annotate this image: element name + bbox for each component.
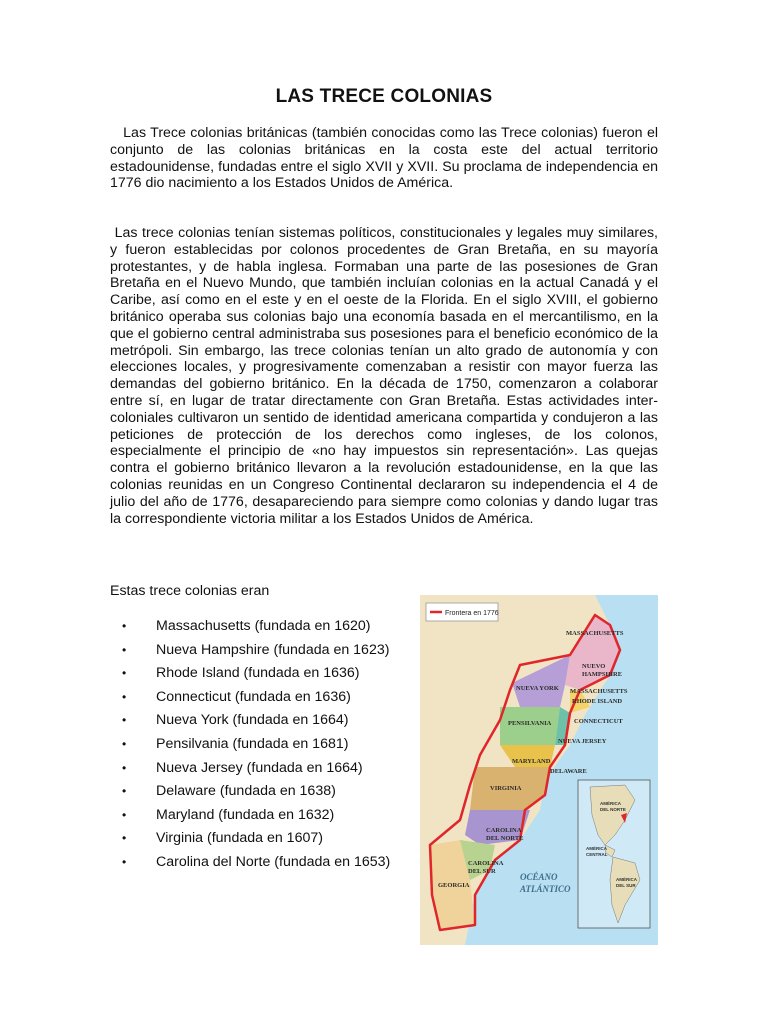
map-label-carolina-norte-2: DEL NORTE [486, 835, 524, 842]
bullet-icon: • [122, 666, 127, 681]
map-inset-label-norte-2: DEL NORTE [600, 807, 626, 812]
list-item [122, 615, 410, 639]
history-paragraph: Las trece colonias tenían sistemas políticos, constitucionales y legales muy similares, y fueron establecidas por colonos procedentes de Gran Bretaña, en su mayoría protestantes, y de habla inglesa. Formaban una parte de las posesiones de Gran Bretaña en el Nuevo Mundo, que también incluían colonias en la actual Canadá y el Caribe, así como en el este y en el oeste de la Florida. En el siglo XVIII, el gobierno británico operaba sus colonias bajo una economía basada en el mercantilismo, en la que el gobierno central administraba sus posesiones para el beneficio económico de la metrópoli. Sin embargo, las trece colonias tenían un alto grado de autonomía y con elecciones locales, y progresivamente comenzaban a resistir con mayor fuerza las demandas del gobierno británico. En la década de 1750, comenzaron a colaborar entre sí, en lugar de tratar directamente con Gran Bretaña. Estas actividades inter-coloniales cultivaron un sentido de identidad americana compartida y condujeron a las peticiones de protección de los derechos como ingleses, de los colonos, especialmente el principio de «no hay impuestos sin representación». Las quejas contra el gobierno británico llevaron a la revolución estadounidense, en la que las colonias reunidas en un Congreso Continental declararon su independencia el 4 de julio del año de 1776, desapareciendo para siempre como colonias y dando lugar tras la correspondiente victoria militar a los Estados Unidos de América. [110, 225, 662, 527]
map-label-carolina-sur-2: DEL SUR [468, 868, 496, 875]
bullet-icon: • [122, 713, 127, 728]
map-label-maryland: MARYLAND [512, 758, 551, 765]
map-inset-label-central-1: AMÉRICA [586, 846, 607, 851]
bullet-icon: • [122, 689, 127, 704]
bullet-icon: • [122, 736, 127, 751]
list-item-text: Delaware (fundada en 1638) [156, 783, 336, 800]
map-label-delaware: DELAWARE [550, 768, 587, 775]
list-item-text: Massachusetts (fundada en 1620) [156, 618, 371, 634]
bullet-icon: • [122, 760, 127, 775]
map-label-oceano: OCÉANO [520, 872, 558, 882]
bullet-icon: • [122, 807, 127, 822]
bullet-icon: • [122, 831, 127, 846]
list-item [122, 827, 410, 851]
list-item [122, 662, 410, 686]
map-label-hampshire: HAMPSHIRE [582, 671, 623, 678]
list-item-text: Virginia (fundada en 1607) [156, 830, 323, 847]
bullet-icon: • [122, 642, 127, 657]
list-item-text: Nueva Jersey (fundada en 1664) [156, 759, 363, 776]
map-label-carolina-sur-1: CAROLINA [468, 860, 504, 867]
list-item [122, 757, 410, 781]
map-inset-label-sur-2: DEL SUR [616, 883, 636, 888]
map-legend-text: Frontera en 1776 [445, 610, 499, 617]
colonies-map-svg [420, 595, 658, 945]
list-intro: Estas trece colonias eran [110, 583, 270, 599]
colonies-map [420, 595, 658, 945]
page-title: LAS TRECE COLONIAS [275, 86, 493, 107]
list-item [122, 804, 410, 828]
bullet-icon: • [122, 854, 127, 869]
map-label-nuevo: NUEVO [582, 663, 606, 670]
map-inset-label-central-2: CENTRAL [586, 852, 608, 857]
bullet-icon: • [122, 784, 127, 799]
colonies-list [122, 615, 410, 875]
map-label-carolina-norte-1: CAROLINA [486, 827, 522, 834]
map-label-georgia: GEORGIA [438, 882, 470, 889]
map-label-nueva-jersey: NUEVA JERSEY [558, 738, 607, 745]
map-label-rhode-island: RHODE ISLAND [572, 698, 623, 705]
map-label-atlantico: ATLÁNTICO [520, 884, 571, 894]
list-item-text: Connecticut (fundada en 1636) [156, 688, 351, 705]
map-label-pensilvania: PENSILVANIA [508, 720, 552, 727]
map-label-massachusetts: MASSACHUSETTS [566, 630, 624, 637]
list-item [122, 780, 410, 804]
list-item-text: Nueva York (fundada en 1664) [156, 712, 349, 729]
list-item [122, 733, 410, 757]
list-item-text: Carolina del Norte (fundada en 1653) [156, 853, 391, 870]
list-item-text: Nueva Hampshire (fundada en 1623) [156, 641, 390, 658]
map-label-massachusetts-2: MASSACHUSETTS [570, 688, 628, 695]
list-item-text: Rhode Island (fundada en 1636) [156, 665, 360, 682]
intro-paragraph: Las Trece colonias británicas (también conocidas como las Trece colonias) fueron el conjunto de las colonias británicas en la costa este del actual territorio estadounidense, fundadas entre el siglo XVII y XVII. Su proclama de independencia en 1776 dio nacimiento a los Estados Unidos de América. [110, 125, 662, 192]
list-item-text: Pensilvania (fundada en 1681) [156, 735, 349, 752]
list-item [122, 639, 410, 663]
map-label-virginia: VIRGINIA [490, 785, 522, 792]
map-label-nueva-york: NUEVA YORK [516, 685, 559, 692]
list-item [122, 686, 410, 710]
list-item-text: Maryland (fundada en 1632) [156, 806, 335, 823]
map-label-connecticut: CONNECTICUT [574, 718, 623, 725]
bullet-icon: • [122, 619, 127, 633]
map-inset-label-sur-1: AMÉRICA [616, 877, 637, 882]
list-item [122, 709, 410, 733]
list-item [122, 851, 410, 875]
map-inset-label-norte-1: AMÉRICA [600, 801, 621, 806]
